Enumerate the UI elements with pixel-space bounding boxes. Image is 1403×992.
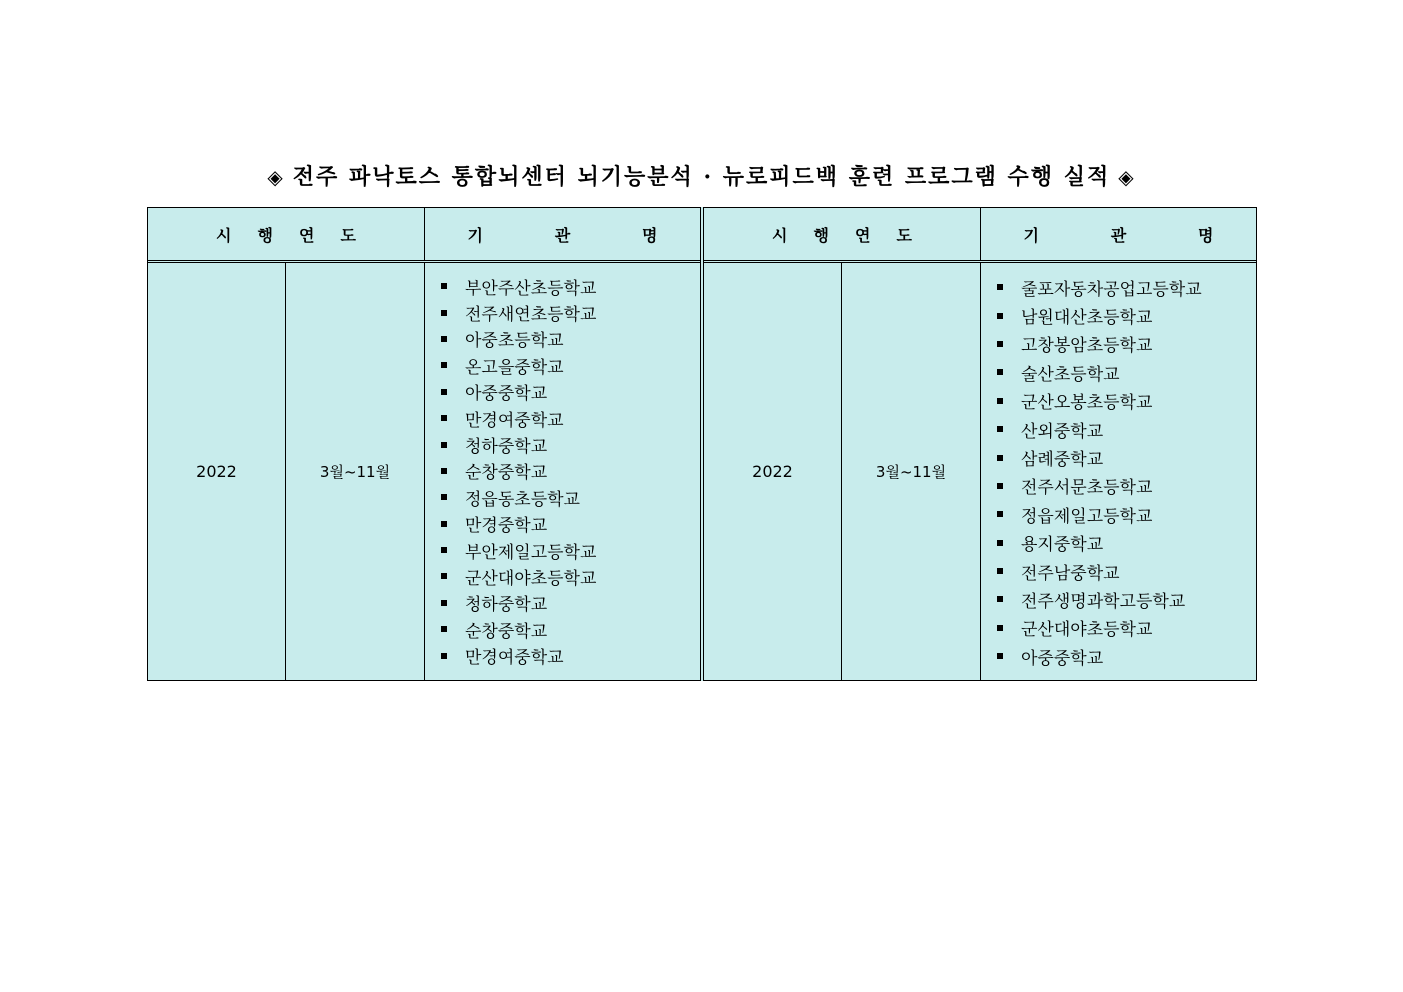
- list-item: [437, 590, 700, 616]
- institution-name: 청하중학교: [465, 437, 548, 458]
- square-bullet-icon: [997, 426, 1003, 432]
- header-inst-char: 명: [642, 225, 658, 245]
- table-left-half: [147, 207, 701, 681]
- performance-table: [147, 207, 1257, 681]
- list-item: [437, 299, 700, 325]
- period-cell: 3월~11월: [842, 263, 981, 680]
- square-bullet-icon: [441, 626, 447, 632]
- diamond-icon: ◈: [267, 165, 285, 189]
- institution-list: [993, 273, 1256, 670]
- list-item: [437, 484, 700, 510]
- institution-name: 아중중학교: [465, 384, 548, 405]
- square-bullet-icon: [997, 625, 1003, 631]
- institution-name: 아중중학교: [1021, 648, 1104, 669]
- square-bullet-icon: [997, 540, 1003, 546]
- header-year-char: 도: [340, 225, 356, 245]
- list-item: [437, 352, 700, 378]
- header-institution: [981, 208, 1256, 260]
- list-item: [993, 472, 1256, 500]
- list-item: [993, 500, 1256, 528]
- header-year-char: 연: [855, 225, 871, 245]
- square-bullet-icon: [997, 653, 1003, 659]
- square-bullet-icon: [441, 283, 447, 289]
- institution-name: 산외중학교: [1021, 421, 1104, 442]
- period-cell: 3월~11월: [286, 263, 425, 680]
- square-bullet-icon: [441, 494, 447, 500]
- square-bullet-icon: [441, 389, 447, 395]
- institution-name: 정읍동초등학교: [465, 489, 580, 510]
- header-year-char: 연: [299, 225, 315, 245]
- institution-cell: [425, 263, 700, 680]
- square-bullet-icon: [441, 653, 447, 659]
- list-item: [437, 511, 700, 537]
- institution-name: 부안제일고등학교: [465, 542, 597, 563]
- institution-name: 남원대산초등학교: [1021, 308, 1153, 329]
- institution-list: [437, 273, 700, 669]
- page-title: [0, 160, 1403, 191]
- list-item: [437, 458, 700, 484]
- institution-name: 청하중학교: [465, 595, 548, 616]
- list-item: [993, 614, 1256, 642]
- list-item: [993, 415, 1256, 443]
- list-item: [993, 301, 1256, 329]
- square-bullet-icon: [997, 568, 1003, 574]
- header-year-char: 행: [813, 225, 829, 245]
- table-body-row: [148, 263, 700, 680]
- list-item: [437, 379, 700, 405]
- square-bullet-icon: [997, 483, 1003, 489]
- institution-name: 부안주산초등학교: [465, 278, 597, 299]
- list-item: [437, 616, 700, 642]
- square-bullet-icon: [997, 511, 1003, 517]
- list-item: [993, 642, 1256, 670]
- institution-name: 술산초등학교: [1021, 364, 1120, 385]
- header-year-char: 도: [896, 225, 912, 245]
- institution-name: 삼례중학교: [1021, 450, 1104, 471]
- header-year-char: 시: [772, 225, 788, 245]
- institution-name: 고창봉암초등학교: [1021, 336, 1153, 357]
- list-item: [993, 330, 1256, 358]
- institution-cell: [981, 263, 1256, 680]
- square-bullet-icon: [997, 284, 1003, 290]
- institution-name: 전주남중학교: [1021, 563, 1120, 584]
- table-header-row: [704, 208, 1256, 263]
- square-bullet-icon: [997, 455, 1003, 461]
- institution-name: 만경중학교: [465, 516, 548, 537]
- header-institution: [425, 208, 700, 260]
- list-item: [437, 642, 700, 668]
- list-item: [437, 537, 700, 563]
- header-inst-char: 관: [1110, 225, 1127, 245]
- list-item: [437, 431, 700, 457]
- square-bullet-icon: [441, 468, 447, 474]
- square-bullet-icon: [441, 310, 447, 316]
- institution-name: 정읍제일고등학교: [1021, 506, 1153, 527]
- header-year: [148, 208, 425, 260]
- square-bullet-icon: [441, 362, 447, 368]
- institution-name: 군산대야초등학교: [1021, 620, 1153, 641]
- list-item: [993, 273, 1256, 301]
- square-bullet-icon: [997, 341, 1003, 347]
- square-bullet-icon: [997, 313, 1003, 319]
- square-bullet-icon: [441, 547, 447, 553]
- institution-name: 전주서문초등학교: [1021, 478, 1153, 499]
- table-right-half: [703, 207, 1257, 681]
- list-item: [437, 273, 700, 299]
- year-cell: 2022: [148, 263, 286, 680]
- list-item: [993, 585, 1256, 613]
- header-inst-char: 관: [554, 225, 571, 245]
- institution-name: 전주새연초등학교: [465, 305, 597, 326]
- square-bullet-icon: [441, 415, 447, 421]
- year-cell: 2022: [704, 263, 842, 680]
- institution-name: 만경여중학교: [465, 410, 564, 431]
- header-year-char: 시: [216, 225, 232, 245]
- institution-name: 줄포자동차공업고등학교: [1021, 279, 1202, 300]
- header-inst-char: 기: [1023, 225, 1039, 245]
- institution-name: 순창중학교: [465, 463, 548, 484]
- list-item: [437, 326, 700, 352]
- institution-name: 순창중학교: [465, 621, 548, 642]
- institution-name: 군산대야초등학교: [465, 568, 597, 589]
- square-bullet-icon: [441, 521, 447, 527]
- square-bullet-icon: [997, 369, 1003, 375]
- table-header-row: [148, 208, 700, 263]
- header-year: [704, 208, 981, 260]
- institution-name: 전주생명과학고등학교: [1021, 591, 1186, 612]
- header-inst-char: 기: [467, 225, 483, 245]
- institution-name: 용지중학교: [1021, 535, 1104, 556]
- table-body-row: [704, 263, 1256, 680]
- square-bullet-icon: [441, 600, 447, 606]
- square-bullet-icon: [997, 398, 1003, 404]
- square-bullet-icon: [441, 573, 447, 579]
- list-item: [993, 557, 1256, 585]
- diamond-icon: ◈: [1118, 165, 1136, 189]
- square-bullet-icon: [441, 336, 447, 342]
- list-item: [993, 387, 1256, 415]
- square-bullet-icon: [997, 596, 1003, 602]
- list-item: [993, 529, 1256, 557]
- list-item: [993, 358, 1256, 386]
- header-inst-char: 명: [1198, 225, 1214, 245]
- list-item: [437, 563, 700, 589]
- square-bullet-icon: [441, 442, 447, 448]
- list-item: [437, 405, 700, 431]
- list-item: [993, 443, 1256, 471]
- institution-name: 온고을중학교: [465, 357, 564, 378]
- institution-name: 만경여중학교: [465, 648, 564, 669]
- institution-name: 군산오봉초등학교: [1021, 393, 1153, 414]
- title-text: 전주 파낙토스 통합뇌센터 뇌기능분석 · 뉴로피드백 훈련 프로그램 수행 실적: [292, 164, 1111, 190]
- header-year-char: 행: [257, 225, 273, 245]
- institution-name: 아중초등학교: [465, 331, 564, 352]
